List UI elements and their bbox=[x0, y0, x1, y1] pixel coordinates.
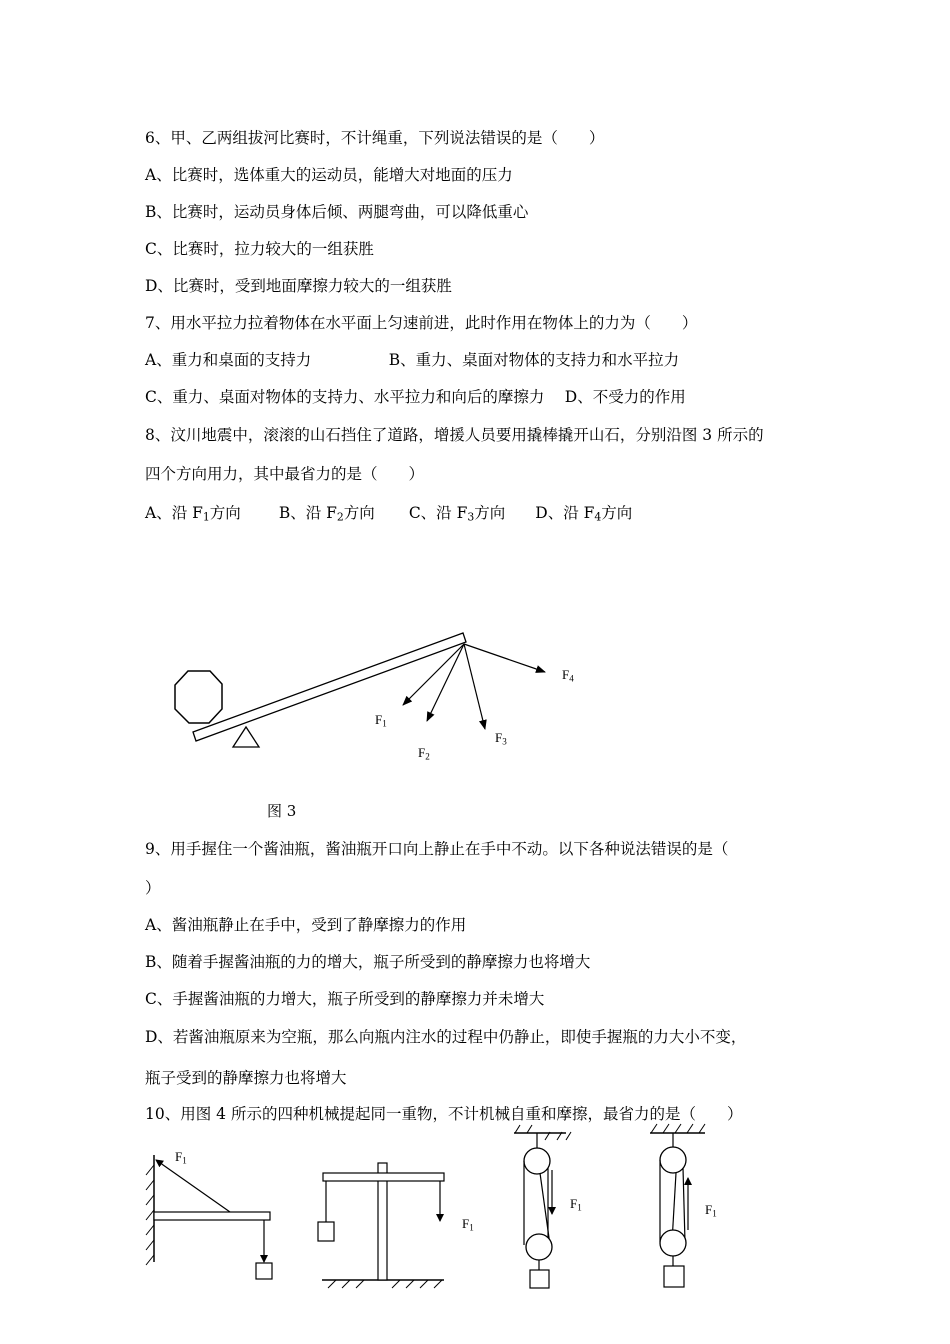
q9-stem-line1: 9、用手握住一个酱油瓶，酱油瓶开口向上静止在手中不动。以下各种说法错误的是（ bbox=[145, 840, 729, 858]
q9-option-d-line2: 瓶子受到的静摩擦力也将增大 bbox=[145, 1069, 347, 1087]
q9-option-b: B、随着手握酱油瓶的力的增大，瓶子所受到的静摩擦力也将增大 bbox=[145, 953, 591, 971]
machine-3-pulley-block bbox=[514, 1125, 571, 1288]
fig4-label-f1-machine2: $F_1$ bbox=[462, 1216, 474, 1233]
figure-3-caption: 图 3 bbox=[267, 802, 297, 820]
fig4-label-f1-machine1: $F_1$ bbox=[175, 1149, 187, 1166]
q7-options-cd: C、重力、桌面对物体的支持力、水平拉力和向后的摩擦力 D、不受力的作用 bbox=[145, 388, 686, 406]
fig4-label-f1-machine3: $F_1$ bbox=[570, 1196, 582, 1213]
q9-option-c: C、手握酱油瓶的力增大，瓶子所受到的静摩擦力并未增大 bbox=[145, 990, 545, 1008]
label-f4: $F_4$ bbox=[562, 667, 574, 684]
q9-option-a: A、酱油瓶静止在手中，受到了静摩擦力的作用 bbox=[145, 916, 467, 934]
q8-option-d: D、沿 $F_4$方向 bbox=[535, 504, 633, 524]
q6-option-a: A、比赛时，选体重大的运动员，能增大对地面的压力 bbox=[145, 166, 513, 184]
q6-option-b: B、比赛时，运动员身体后倾、两腿弯曲，可以降低重心 bbox=[145, 203, 529, 221]
q8-option-a: A、沿 $F_1$方向 bbox=[145, 504, 241, 524]
machine-2-post-crossbar bbox=[318, 1163, 444, 1288]
q6-option-d: D、比赛时，受到地面摩擦力较大的一组获胜 bbox=[145, 277, 452, 295]
q9-option-d-line1: D、若酱油瓶原来为空瓶，那么向瓶内注水的过程中仍静止，即使手握瓶的力大小不变， bbox=[145, 1028, 747, 1046]
machine-4-pulley-block bbox=[650, 1124, 705, 1287]
q8-option-b: B、沿 $F_2$方向 bbox=[278, 504, 375, 524]
label-f1: $F_1$ bbox=[375, 712, 387, 729]
q8-stem-line1: 8、汶川地震中，滚滚的山石挡住了道路，增援人员要用撬棒撬开山石，分别沿图 3 所示的 bbox=[145, 426, 764, 444]
q6-stem: 6、甲、乙两组拔河比赛时，不计绳重，下列说法错误的是（ ） bbox=[145, 129, 605, 147]
q7-options-ab: A、重力和桌面的支持力 B、重力、桌面对物体的支持力和水平拉力 bbox=[145, 351, 680, 369]
q9-stem-line2: ） bbox=[145, 879, 161, 897]
q10-stem: 10、用图 4 所示的四种机械提起同一重物，不计机械自重和摩擦，最省力的是（ ） bbox=[145, 1105, 743, 1123]
fig4-label-f1-machine4: $F_1$ bbox=[705, 1202, 717, 1219]
q8-option-c: C、沿 $F_3$方向 bbox=[408, 504, 506, 524]
label-f3: $F_3$ bbox=[495, 730, 507, 747]
q7-stem: 7、用水平拉力拉着物体在水平面上匀速前进，此时作用在物体上的力为（ ） bbox=[145, 314, 698, 332]
machine-1-wall-lever bbox=[146, 1155, 272, 1279]
q6-option-c: C、比赛时，拉力较大的一组获胜 bbox=[145, 240, 374, 258]
q8-stem-line2: 四个方向用力，其中最省力的是（ ） bbox=[145, 465, 425, 483]
label-f2: $F_2$ bbox=[418, 745, 430, 762]
